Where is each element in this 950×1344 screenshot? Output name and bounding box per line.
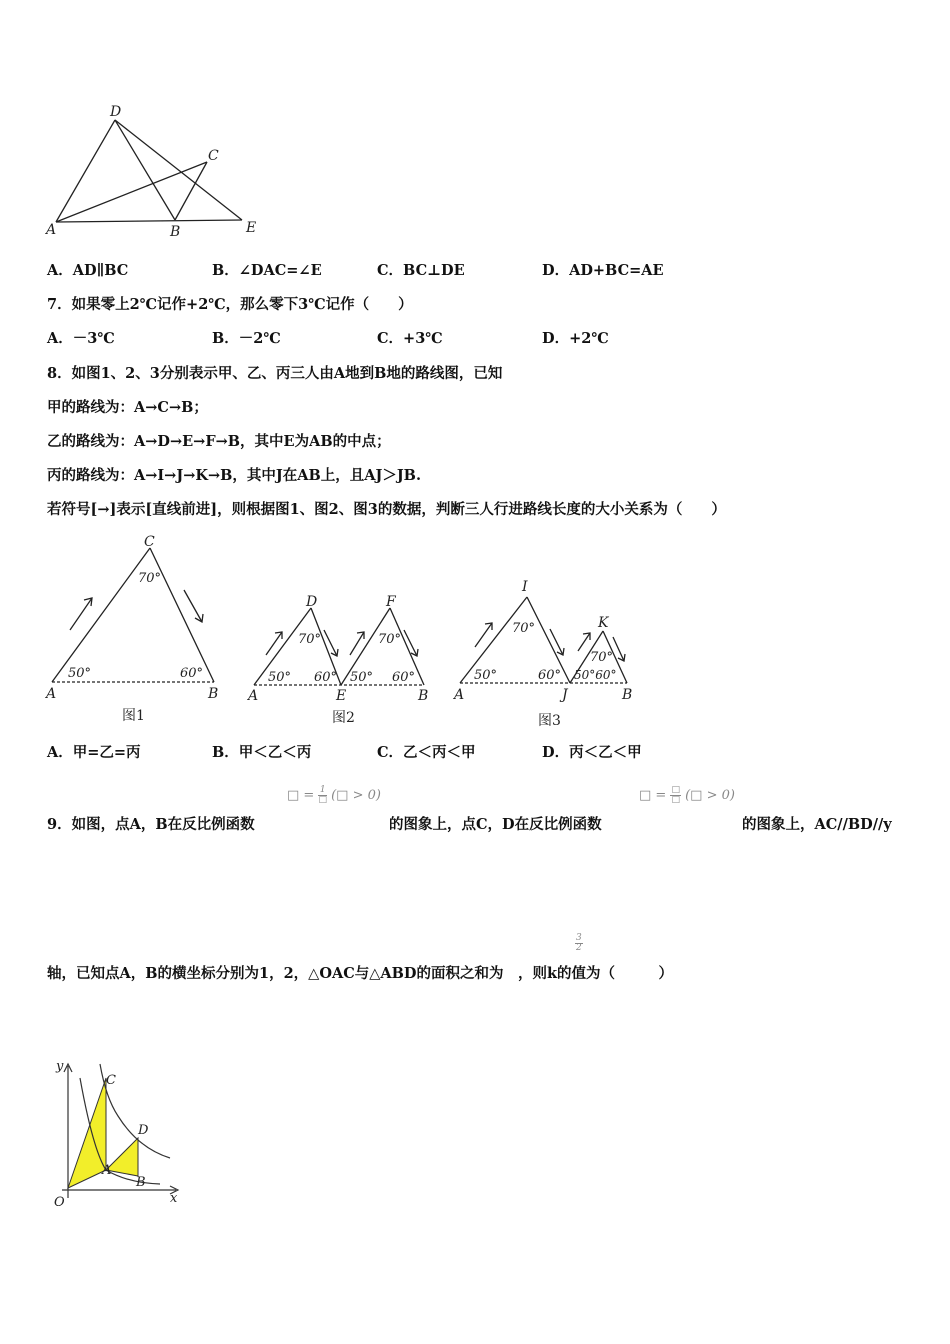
q8-figure-1 xyxy=(42,530,232,730)
fig2-angle-F: 70° xyxy=(378,632,402,647)
q9-label-A: A xyxy=(102,1163,112,1178)
q9-question-part2: 的图象上，点C，D在反比例函数 xyxy=(389,816,602,833)
q8-prompt: 若符号[→]表示[直线前进]，则根据图1、图2、图3的数据，判断三人行进路线长度的大小关系为（ ） xyxy=(47,501,726,518)
q9-label-x: x xyxy=(170,1191,178,1206)
q9-label-B: B xyxy=(136,1175,146,1190)
fig2-angle-A: 50° xyxy=(268,670,292,685)
q8-option-a[interactable]: A．甲=乙=丙 xyxy=(47,744,141,761)
q8-figure-2 xyxy=(244,590,444,730)
q9-label-y: y xyxy=(56,1059,64,1074)
q9-label-D: D xyxy=(138,1123,149,1138)
q9-formula-1: □ = $\frac{1}{□}$ (□ > 0) xyxy=(287,785,381,805)
q8-figure-3 xyxy=(450,575,650,735)
q7-question: 7．如果零上2℃记作+2℃，那么零下3℃记作（ ） xyxy=(47,296,413,313)
q7-option-a[interactable]: A．－3℃ xyxy=(47,330,115,347)
q8-question: 8．如图1、2、3分别表示甲、乙、丙三人由A地到B地的路线图，已知 xyxy=(47,365,503,382)
fig3-angle-J-left: 60° xyxy=(538,668,562,683)
fig3-angle-J-B: 50°60° xyxy=(574,668,617,682)
q7-option-d[interactable]: D．+2℃ xyxy=(542,330,609,347)
q8-option-b[interactable]: B．甲＜乙＜丙 xyxy=(212,744,312,761)
q8-option-c[interactable]: C．乙＜丙＜甲 xyxy=(377,744,476,761)
fig2-angle-E-left: 60° xyxy=(314,670,338,685)
label-C: C xyxy=(208,148,219,164)
q9-fraction-3-2: $\frac{3}{2}$ xyxy=(576,933,582,953)
label-D: D xyxy=(110,104,122,120)
q9-question-part1: 9．如图，点A，B在反比例函数 xyxy=(47,816,255,833)
label-A: A xyxy=(46,222,57,238)
fig2-caption: 图2 xyxy=(332,710,355,726)
q9-question-part3: 的图象上，AC//BD//y xyxy=(742,816,892,833)
fig2-angle-D: 70° xyxy=(298,632,322,647)
q9-question-line2: 轴，已知点A，B的横坐标分别为1，2，△OAC与△ABD的面积之和为 ，则k的值为（ ） xyxy=(47,965,674,982)
label-E: E xyxy=(246,220,257,236)
fig3-label-J: J xyxy=(562,687,568,703)
fig1-label-C: C xyxy=(144,534,155,550)
fig3-label-I: I xyxy=(522,579,528,595)
q6-option-a[interactable]: A．AD∥BC xyxy=(47,262,129,279)
q6-option-d[interactable]: D．AD+BC=AE xyxy=(542,262,664,279)
q6-triangle-figure xyxy=(42,102,267,242)
q6-option-b[interactable]: B．∠DAC=∠E xyxy=(212,262,322,279)
fig3-angle-A: 50° xyxy=(474,668,498,683)
fig1-angle-A: 50° xyxy=(68,666,92,681)
fig3-caption: 图3 xyxy=(538,713,561,729)
q8-route-bing: 丙的路线为：A→I→J→K→B，其中J在AB上，且AJ＞JB. xyxy=(47,467,421,484)
fig2-label-A: A xyxy=(248,688,259,704)
fig2-label-D: D xyxy=(306,594,318,610)
q8-option-d[interactable]: D．丙＜乙＜甲 xyxy=(542,744,642,761)
q9-coordinate-figure xyxy=(48,1058,188,1213)
fig2-angle-E-right: 50° xyxy=(350,670,374,685)
fig1-angle-C: 70° xyxy=(138,571,162,586)
q9-label-C: C xyxy=(106,1073,116,1088)
q9-formula-2: □ = $\frac{□}{□}$ (□ > 0) xyxy=(639,785,735,805)
fig2-label-B: B xyxy=(418,688,429,704)
fig2-label-E: E xyxy=(336,688,347,704)
fig3-label-B: B xyxy=(622,687,633,703)
q7-option-c[interactable]: C．+3℃ xyxy=(377,330,443,347)
fig3-label-A: A xyxy=(454,687,465,703)
fig1-label-A: A xyxy=(46,686,57,702)
fig2-angle-B: 60° xyxy=(392,670,416,685)
fig1-angle-B: 60° xyxy=(180,666,204,681)
fig3-angle-K: 70° xyxy=(590,650,614,665)
label-B: B xyxy=(170,224,181,240)
q6-option-c[interactable]: C．BC⊥DE xyxy=(377,262,465,279)
fig3-label-K: K xyxy=(598,615,609,631)
fig1-label-B: B xyxy=(208,686,219,702)
fig2-label-F: F xyxy=(386,594,396,610)
q8-route-jia: 甲的路线为：A→C→B； xyxy=(47,399,208,416)
q7-option-b[interactable]: B．－2℃ xyxy=(212,330,281,347)
q9-label-O: O xyxy=(54,1195,65,1210)
fig1-caption: 图1 xyxy=(122,708,145,724)
fig3-angle-I: 70° xyxy=(512,621,536,636)
q8-route-yi: 乙的路线为：A→D→E→F→B，其中E为AB的中点； xyxy=(47,433,391,450)
